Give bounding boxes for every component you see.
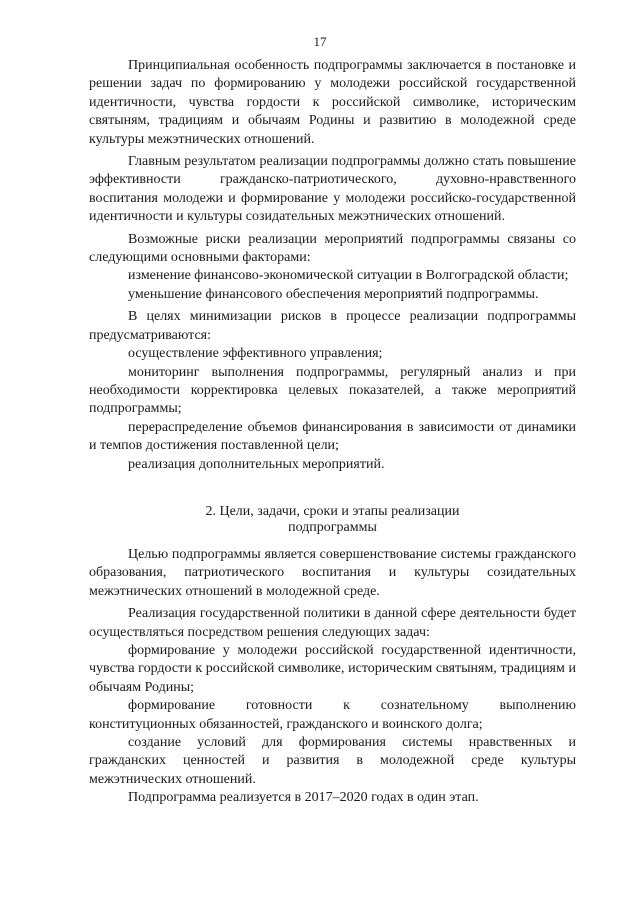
paragraph: изменение финансово-экономической ситуации в Волгоградской области; <box>128 268 569 284</box>
paragraph: создание условий для формирования системы нравственных и гражданских ценностей и развития в молодежной среде культуры межэтнических отношений. <box>89 735 576 787</box>
body-text-before <box>89 57 576 474</box>
paragraph: формирование готовности к сознательному выполнению конституционных обязанностей, гражданского и воинского долга; <box>89 698 576 732</box>
paragraph: Подпрограмма реализуется в 2017–2020 годах в один этап. <box>128 790 479 806</box>
paragraph: Принципиальная особенность подпрограммы заключается в постановке и решении задач по формированию у молодежи российской государственной идентичности, чувства гордости к российской символике, историческим святыням, традициям и обычаям Родины и развитию в молодежной среде культуры межэтнических отношений. <box>89 58 576 147</box>
paragraph: Реализация государственной политики в данной сфере деятельности будет осуществляться посредством решения следующих задач: <box>89 606 576 640</box>
heading-line: 2. Цели, задачи, сроки и этапы реализации <box>205 504 460 519</box>
heading-line: подпрограммы <box>288 520 377 535</box>
paragraph: В целях минимизации рисков в процессе реализации подпрограммы предусматриваются: <box>89 309 576 343</box>
paragraph: уменьшение финансового обеспечения мероприятий подпрограммы. <box>128 286 539 302</box>
paragraph: Целью подпрограммы является совершенствование системы гражданского образования, патриотического воспитания и культуры созидательных межэтнических отношений в молодежной среде. <box>89 547 576 599</box>
paragraph: формирование у молодежи российской государственной идентичности, чувства гордости к российской символике, историческим святыням, традициям и обычаям Родины; <box>89 643 576 695</box>
paragraph: Возможные риски реализации мероприятий подпрограммы связаны со следующими основными факторами: <box>89 231 576 266</box>
paragraph: мониторинг выполнения подпрограммы, регулярный анализ и при необходимости корректировка целевых показателей, а также мероприятий подпрограммы; <box>89 364 576 417</box>
section-heading <box>89 504 576 536</box>
paragraph: осуществление эффективного управления; <box>128 346 383 362</box>
paragraph: перераспределение объемов финансирования в зависимости от динамики и темпов достижения поставленной цели; <box>89 419 576 454</box>
body-text-after <box>89 546 576 808</box>
page-number: 17 <box>313 34 327 49</box>
paragraph: реализация дополнительных мероприятий. <box>128 456 385 472</box>
paragraph: Главным результатом реализации подпрограммы должно стать повышение эффективности гражданско-патриотического, духовно-нравственного воспитания молодежи и формирование у молодежи российско-государственной идентичности и культуры созидательных межэтнических отношений. <box>89 154 576 225</box>
